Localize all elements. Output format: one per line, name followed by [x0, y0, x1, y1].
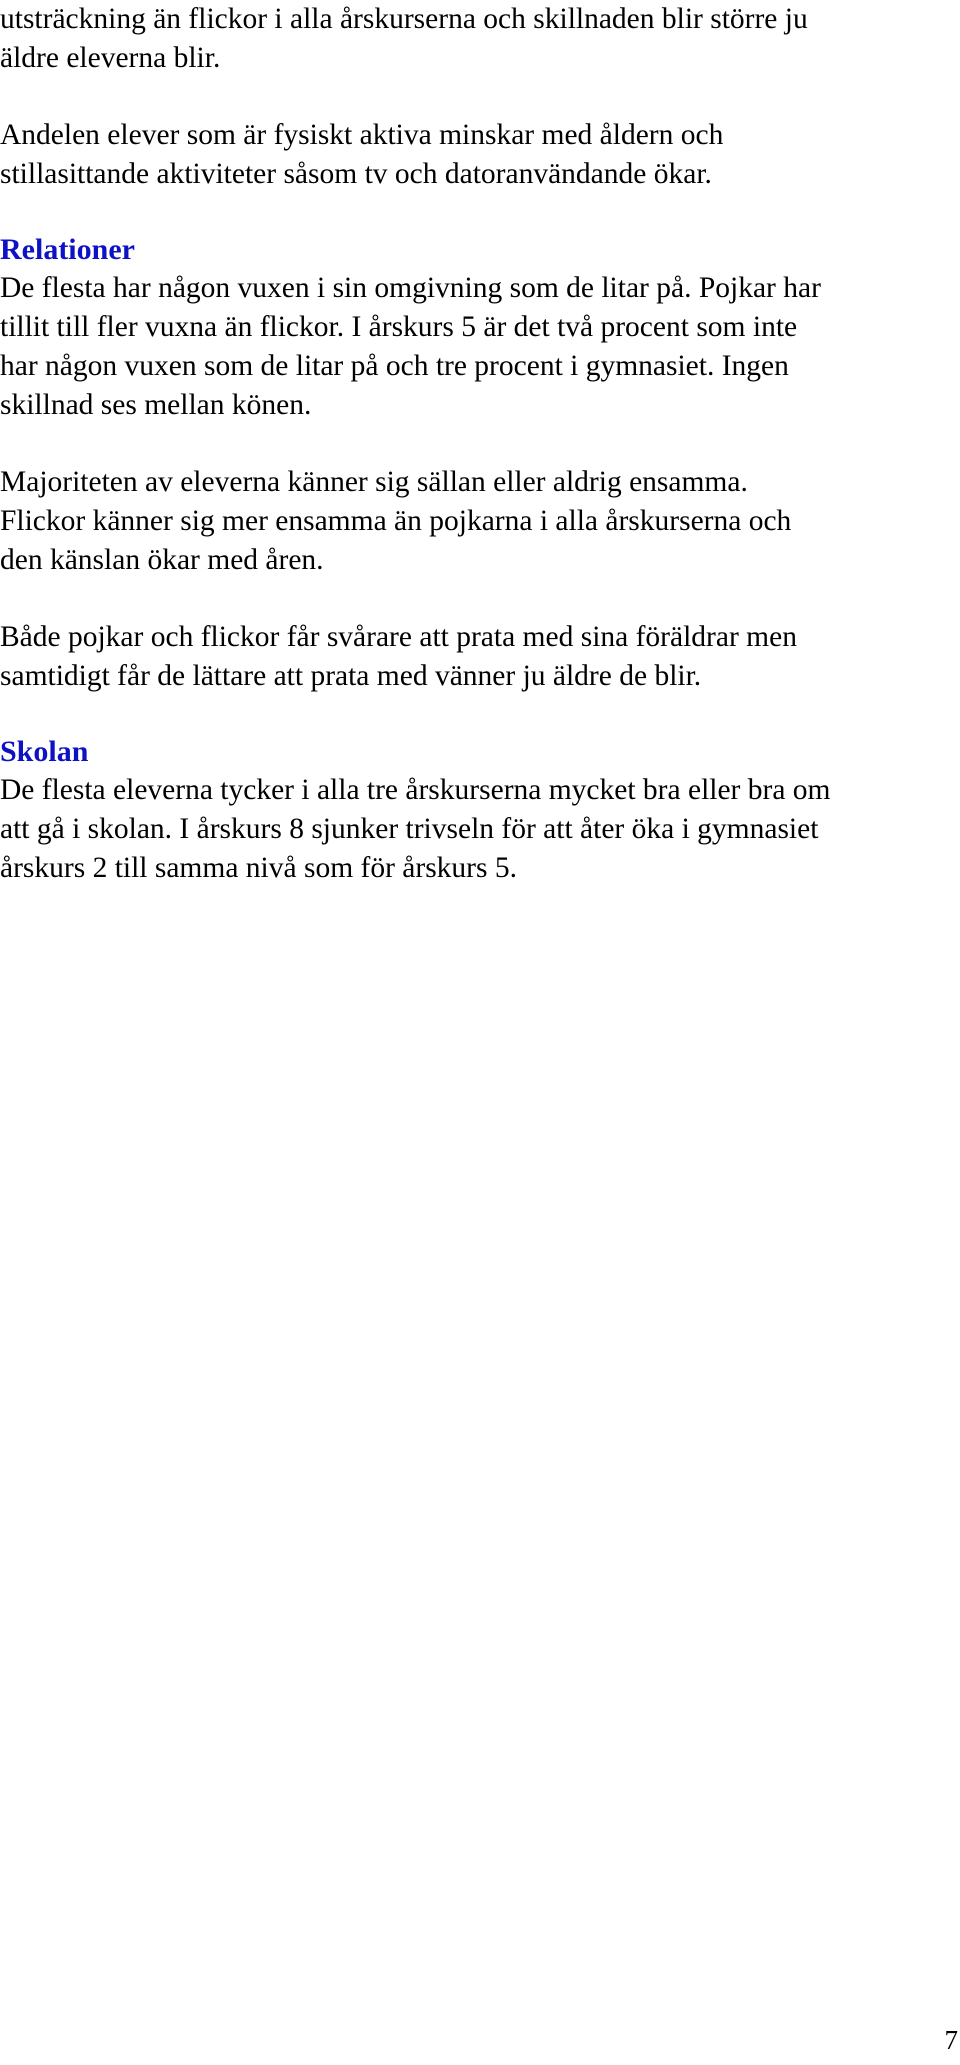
text-line: har någon vuxen som de litar på och tre procent i gymnasiet. Ingen — [0, 350, 789, 382]
paragraph-spacer — [0, 425, 958, 463]
heading-relationer: Relationer — [0, 233, 135, 266]
text-line: Flickor känner sig mer ensamma än pojkarna i alla årskurserna och — [0, 505, 792, 537]
paragraph-activity-gender — [0, 0, 958, 78]
paragraph-trusted-adults — [0, 269, 958, 425]
paragraph-spacer — [0, 78, 958, 116]
document-page — [0, 0, 958, 888]
text-line: skillnad ses mellan könen. — [0, 389, 312, 421]
text-line: årskurs 2 till samma nivå som för årskurs 5. — [0, 852, 517, 884]
paragraph-loneliness — [0, 463, 958, 580]
paragraph-talking-parents-friends — [0, 618, 958, 696]
text-line: De flesta har någon vuxen i sin omgivning som de litar på. Pojkar har — [0, 272, 821, 304]
text-line: stillasittande aktiviteter såsom tv och datoranvändande ökar. — [0, 158, 712, 190]
paragraph-spacer — [0, 194, 958, 230]
text-line: Majoriteten av eleverna känner sig sällan eller aldrig ensamma. — [0, 466, 748, 498]
text-line: utsträckning än flickor i alla årskurserna och skillnaden blir större ju — [0, 3, 808, 35]
paragraph-spacer — [0, 580, 958, 618]
paragraph-activity-age — [0, 116, 958, 194]
text-line: De flesta eleverna tycker i alla tre årskurserna mycket bra eller bra om — [0, 774, 831, 806]
heading-skolan: Skolan — [0, 735, 89, 768]
text-line: äldre eleverna blir. — [0, 42, 221, 74]
page-number: 7 — [944, 2025, 958, 2055]
text-line: samtidigt får de lättare att prata med vänner ju äldre de blir. — [0, 660, 702, 692]
paragraph-spacer — [0, 696, 958, 732]
text-line: att gå i skolan. I årskurs 8 sjunker trivseln för att åter öka i gymnasiet — [0, 813, 819, 845]
text-line: Både pojkar och flickor får svårare att prata med sina föräldrar men — [0, 621, 797, 653]
text-line: Andelen elever som är fysiskt aktiva minskar med åldern och — [0, 119, 724, 151]
text-line: den känslan ökar med åren. — [0, 544, 324, 576]
paragraph-school-wellbeing — [0, 771, 958, 888]
text-line: tillit till fler vuxna än flickor. I årskurs 5 är det två procent som inte — [0, 311, 798, 343]
